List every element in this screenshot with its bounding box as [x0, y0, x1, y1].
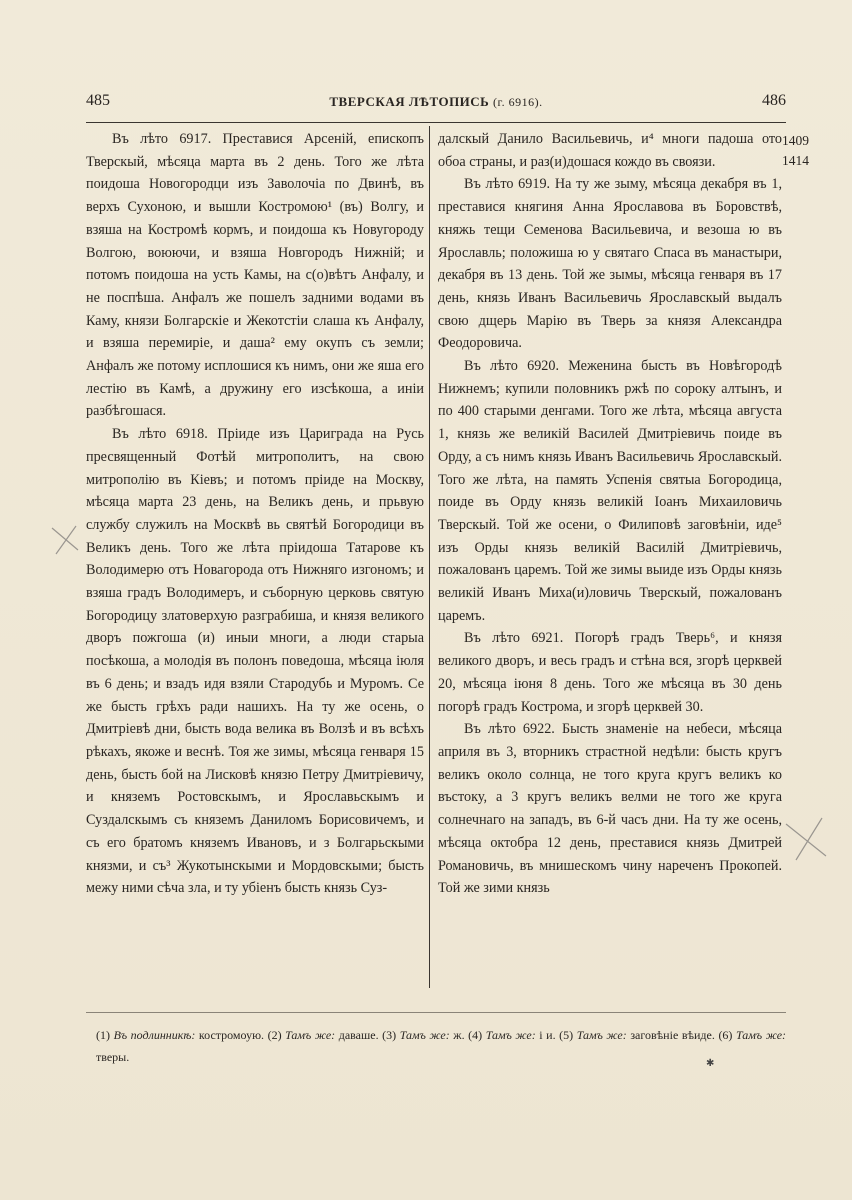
page-number-left: 485	[86, 92, 110, 109]
header-rule	[86, 122, 786, 123]
left-column	[86, 128, 424, 984]
margin-year-notes	[782, 131, 809, 171]
page-number-right: 486	[762, 92, 786, 109]
footnote: (5) Тамъ же: заговѣніе вѣиде.	[559, 1028, 715, 1042]
running-title	[86, 94, 786, 110]
entry-6918-continued: далскый Данило Васильевичь, и⁴ многи падоша ото обоа страны, и раз(и)дошася кождо въ своязи.	[438, 131, 782, 170]
pencil-mark-left	[46, 520, 86, 560]
page-header	[86, 92, 786, 114]
entry-6917: Въ лѣто 6917. Преставися Арсеній, епископъ Тверскый, мѣсяца марта въ 2 день. Того же лѣта поидоша Новогородци изъ Заволочіа по Двинѣ, въ верхъ Сухоною, и вышли Костромою¹ (въ) Волгу, и взяша на Костромѣ кормъ, и поидоша къ Новугороду Волгою, воюючи, и взяша Новгородъ Нижній; и потомъ поидоша на усть Камы, на с(о)вѣтъ Анфалу, и не поспѣша. Анфалъ же пошелъ задними водами въ Каму, князи Болгарскіе и Жекотстіи слаша къ Анфалу, и взяша перемиріе, и даша² ему окупъ съ земли; Анфалъ же потому исплошися къ нимъ, они же яша его лестію въ Камѣ, а дружину его изсѣкоша, а иніи разбѣгошася.	[86, 131, 424, 420]
entry-6922: Въ лѣто 6922. Бысть знаменіе на небеси, мѣсяца априля въ 3, вторникъ страстной недѣли: бысть кругъ великъ около солнца, не того круга кругъ великъ ко въстоку, а 3 кругъ великъ велми не того же круга солнечнаго на западъ, въ 6-й часъ дни. На ту же осень, мѣсяца октобра 12 день, преставися князь Дмитрей Романовичь, въ мнишескомъ чину нареченъ Прокопей. Той же зими князь	[438, 721, 782, 897]
footnote: (6) Тамъ же: тверы.	[96, 1028, 787, 1064]
asterisk-mark: ✱	[706, 1058, 715, 1069]
footnotes	[96, 1024, 786, 1068]
entry-6921: Въ лѣто 6921. Погорѣ градъ Тверь⁶, и князя великого дворъ, и весь градъ и стѣна вся, згорѣ церквей 20, мѣсяца іюня 8 день. Того же мѣсяца въ 30 день погорѣ градъ Кострома, и згорѣ церквей 30.	[438, 630, 782, 715]
margin-year: 1409	[782, 133, 809, 148]
entry-6919: Въ лѣто 6919. На ту же зыму, мѣсяца декабря въ 1, преставися княгиня Анна Ярославова въ Боровствѣ, княжь тещи Семенова Васильевича, и везоша ю въ Ярославль; положиша ю у святаго Спаса въ манастыри, декабря въ 13 день. Той же зымы, мѣсяца генваря въ 17 день, князь Иванъ Васильевичь Ярославскый выдалъ свою дщерь Марію въ Тверь за князя Александра Феодоровича.	[438, 176, 782, 352]
pencil-mark-right	[782, 810, 832, 870]
entry-6918: Въ лѣто 6918. Пріиде изъ Цариграда на Русь пресвященный Фотѣй митрополитъ, на свою митрополію въ Кіевъ; и потомъ пріиде на Москву, мѣсяца марта 23 день, на Великъ день, и прьвую службу служилъ на Москвѣ вь святѣй Богородици въ Великъ день. Того же лѣта пріидоша Татарове къ Володимерю отъ Новагорода отъ Нижняго изгономъ; и взяша градъ Володимеръ, и съборную церковь святую Богородицу златоверхую разграбиша, и князя великого дворъ пожгоша (и) иныи многи, а люди старыа посѣкоша, а молодія въ полонъ поведоша, мѣсяца іюля въ 6 день; и взадъ идя взяли Стародубь и Муромъ. Се же бысть грѣхъ ради нашихъ. На ту же осень, о Дмитріевѣ дни, бысть вода велика въ Волзѣ и въ всѣхъ рѣкахъ, якоже и веснѣ. Тоя же зимы, мѣсяца генваря 15 день, бысть бой на Лисковѣ князю Петру Дмитріевичу, и княземъ Ростовскымъ, и Ярославьскымъ и Суздалскымъ съ княземъ Даниломъ Борисовичемъ, и съ его братомъ княземъ Ивановъ, и з Болгарьскыми князми, и съ³ Жукотынскыми и Мордовскыми; бысть межу ними сѣча зла, и ту убіенъ бысть князь Суз-	[86, 426, 424, 897]
margin-year: 1414	[782, 153, 809, 168]
footnote: (3) Тамъ же: ж.	[382, 1028, 465, 1042]
running-title-year: (г. 6916).	[493, 95, 543, 109]
footnotes-rule	[86, 1012, 786, 1013]
entry-6920: Въ лѣто 6920. Меженина бысть въ Новѣгородѣ Нижнемъ; купили половникъ ржѣ по сороку алтынъ, и по 400 старыми денгами. Того же лѣта, мѣсяца августа 1, князь же великій Василей Дмитріевичь поиде въ Орду, а съ нимъ князь Иванъ Васильевичь Ярославскый. Того же лѣта, на память Успенія святыа Богородица, поиде въ Орду князь великій Іоанъ Михаиловичь Тверскый. Той же осени, о Филиповѣ заговѣніи, иде⁵ изъ Орды князь великій Василій Дмитріевичь, пожалованъ царемъ. Той же зимы выиде изъ Орды князь великій Иванъ Миха(и)ловичь Тверскый, пожалованъ царемъ.	[438, 358, 782, 624]
column-divider	[429, 126, 430, 988]
right-column	[438, 128, 782, 984]
footnote: (4) Тамъ же: і и.	[468, 1028, 556, 1042]
footnote: (2) Тамъ же: даваше.	[267, 1028, 379, 1042]
footnote: (1) Въ подлинникѣ: костромоую.	[96, 1028, 265, 1042]
running-title-text: ТВЕРСКАЯ ЛѢТОПИСЬ	[329, 94, 490, 109]
